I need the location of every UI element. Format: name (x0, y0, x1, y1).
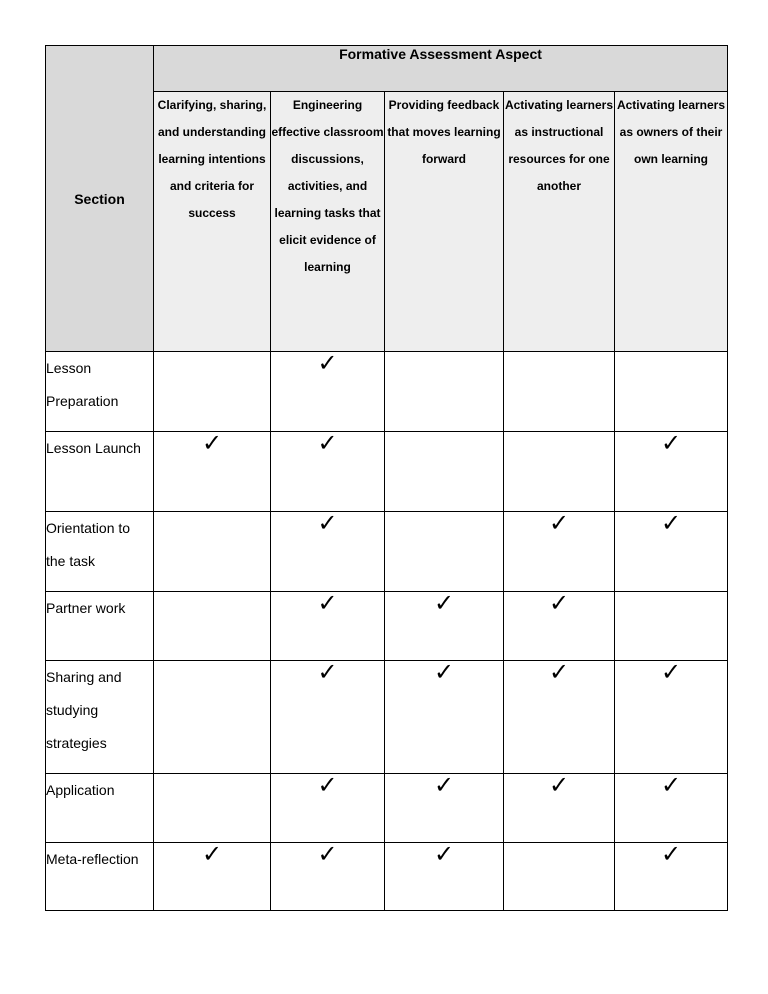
column-header-engineering: Engineering effective classroom discussions, activities, and learning tasks that elicit evidence of learning (271, 92, 385, 352)
check-cell (615, 352, 728, 432)
check-cell: ✓ (615, 432, 728, 512)
column-header-learners-as-resources: Activating learners as instructional resources for one another (504, 92, 615, 352)
check-cell: ✓ (385, 843, 504, 911)
check-cell (504, 432, 615, 512)
check-cell: ✓ (615, 661, 728, 774)
check-cell: ✓ (615, 512, 728, 592)
column-header-providing-feedback: Providing feedback that moves learning forward (385, 92, 504, 352)
check-cell: ✓ (504, 512, 615, 592)
row-label: Lesson Launch (46, 432, 154, 512)
table-row (46, 592, 728, 661)
check-cell (385, 432, 504, 512)
check-cell (154, 774, 271, 843)
row-label: Sharing and studying strategies (46, 661, 154, 774)
row-label: Partner work (46, 592, 154, 661)
check-cell: ✓ (615, 774, 728, 843)
table-row (46, 432, 728, 512)
check-cell: ✓ (385, 661, 504, 774)
check-cell: ✓ (271, 512, 385, 592)
formative-assessment-table (45, 45, 728, 911)
section-column-header: Section (46, 46, 154, 352)
row-label: Meta-reflection (46, 843, 154, 911)
table-row (46, 512, 728, 592)
table-row (46, 843, 728, 911)
check-cell: ✓ (504, 774, 615, 843)
table-row (46, 661, 728, 774)
column-header-clarifying: Clarifying, sharing, and understanding learning intentions and criteria for success (154, 92, 271, 352)
check-cell: ✓ (271, 843, 385, 911)
check-cell (504, 843, 615, 911)
check-cell (385, 352, 504, 432)
check-cell (154, 592, 271, 661)
check-cell: ✓ (271, 774, 385, 843)
check-cell: ✓ (271, 352, 385, 432)
check-cell (154, 352, 271, 432)
row-label: Application (46, 774, 154, 843)
table-row (46, 352, 728, 432)
check-cell: ✓ (271, 592, 385, 661)
check-cell (154, 661, 271, 774)
check-cell (504, 352, 615, 432)
check-cell: ✓ (385, 774, 504, 843)
check-cell (154, 512, 271, 592)
column-header-learners-as-owners: Activating learners as owners of their own learning (615, 92, 728, 352)
check-cell: ✓ (154, 843, 271, 911)
table-row (46, 774, 728, 843)
check-cell: ✓ (271, 432, 385, 512)
row-label: Orientation to the task (46, 512, 154, 592)
formative-assessment-aspect-header: Formative Assessment Aspect (154, 46, 728, 92)
check-cell: ✓ (385, 592, 504, 661)
check-cell (385, 512, 504, 592)
check-cell (615, 592, 728, 661)
check-cell: ✓ (154, 432, 271, 512)
row-label: Lesson Preparation (46, 352, 154, 432)
check-cell: ✓ (615, 843, 728, 911)
check-cell: ✓ (504, 661, 615, 774)
check-cell: ✓ (271, 661, 385, 774)
check-cell: ✓ (504, 592, 615, 661)
